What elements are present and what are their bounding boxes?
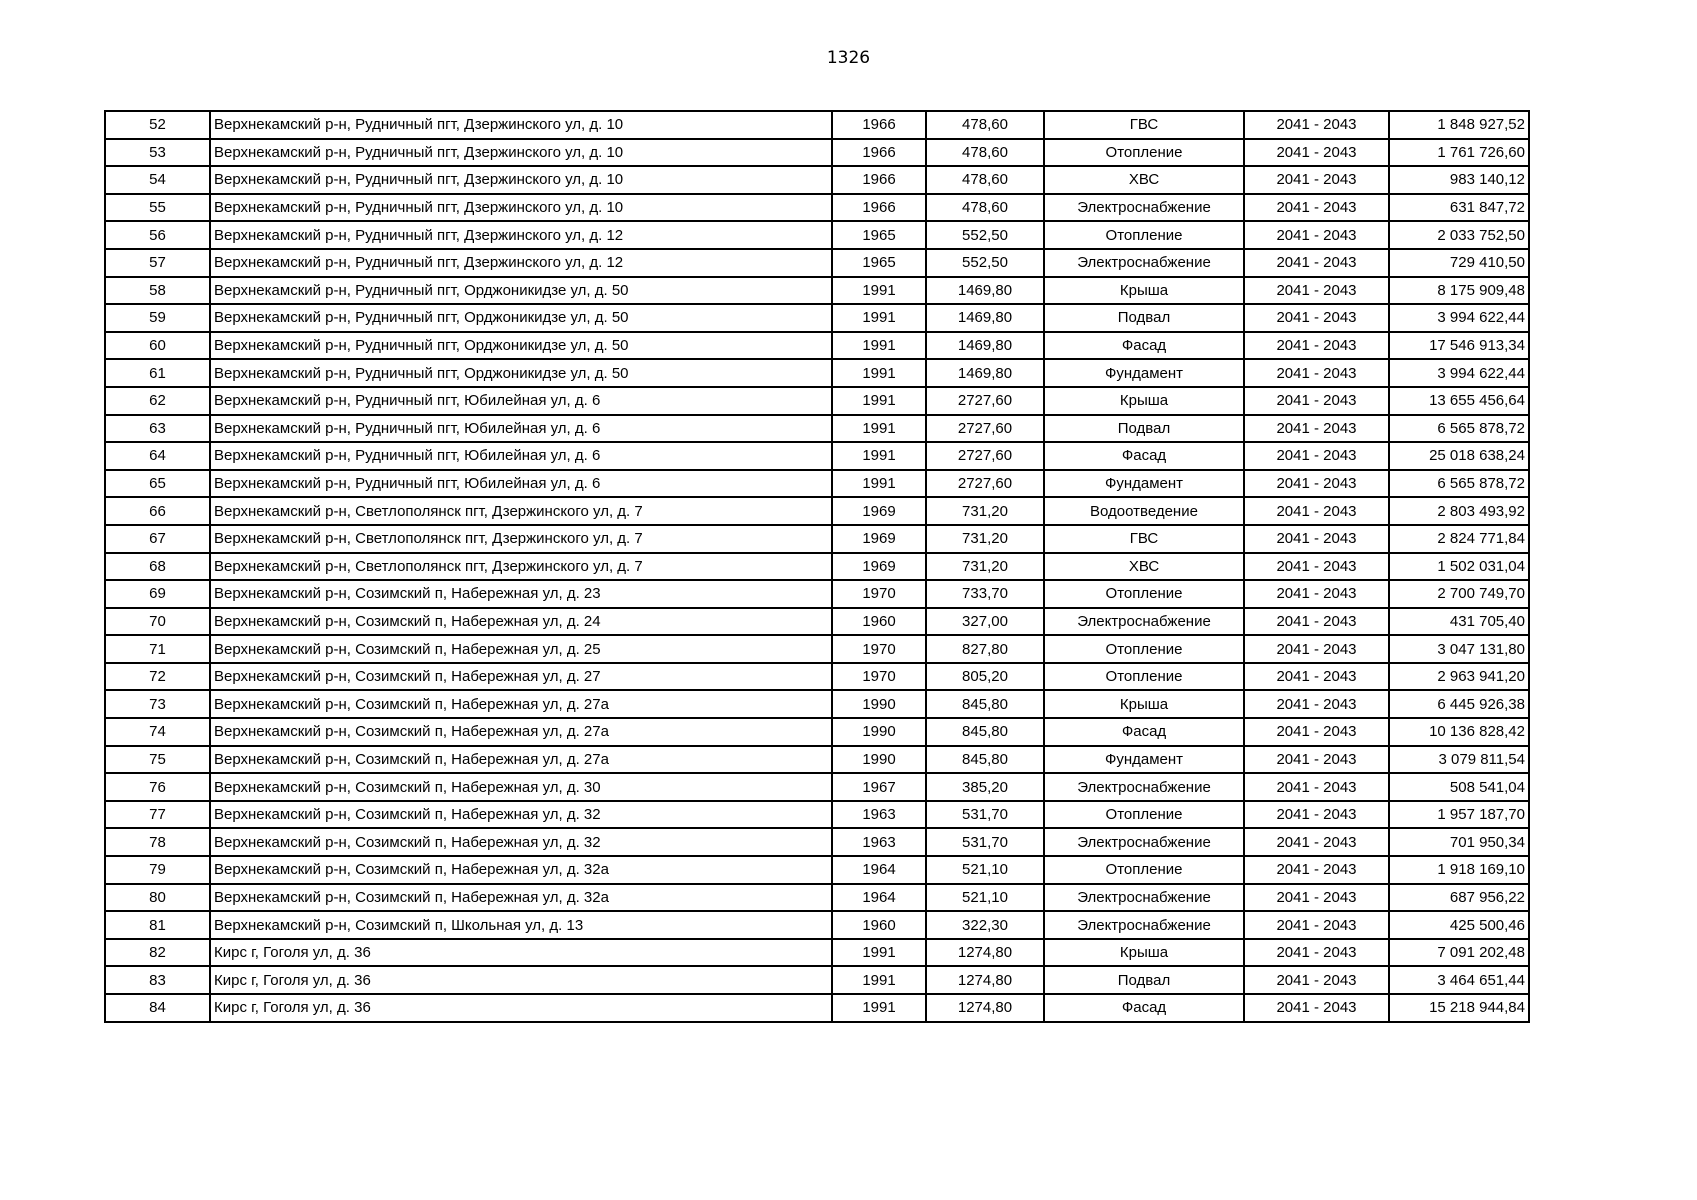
table-row [105, 580, 1529, 608]
cost-cell: 425 500,46 [1389, 911, 1529, 939]
table-row [105, 994, 1529, 1022]
build-year-cell: 1991 [832, 939, 926, 967]
area-cell: 521,10 [926, 884, 1044, 912]
work-type-cell: ГВС [1044, 111, 1244, 139]
cost-cell: 7 091 202,48 [1389, 939, 1529, 967]
build-year-cell: 1966 [832, 111, 926, 139]
work-type-cell: Электроснабжение [1044, 828, 1244, 856]
cost-cell: 25 018 638,24 [1389, 442, 1529, 470]
work-type-cell: Подвал [1044, 304, 1244, 332]
area-cell: 733,70 [926, 580, 1044, 608]
table-row [105, 387, 1529, 415]
cost-cell: 6 445 926,38 [1389, 690, 1529, 718]
address-cell: Верхнекамский р-н, Светлополянск пгт, Дзержинского ул, д. 7 [210, 497, 832, 525]
row-number-cell: 84 [105, 994, 210, 1022]
cost-cell: 8 175 909,48 [1389, 277, 1529, 305]
address-cell: Верхнекамский р-н, Созимский п, Набережная ул, д. 27а [210, 746, 832, 774]
row-number-cell: 69 [105, 580, 210, 608]
table-row [105, 663, 1529, 691]
period-cell: 2041 - 2043 [1244, 442, 1389, 470]
build-year-cell: 1970 [832, 635, 926, 663]
area-cell: 2727,60 [926, 470, 1044, 498]
build-year-cell: 1991 [832, 994, 926, 1022]
row-number-cell: 65 [105, 470, 210, 498]
area-cell: 478,60 [926, 139, 1044, 167]
period-cell: 2041 - 2043 [1244, 304, 1389, 332]
address-cell: Верхнекамский р-н, Рудничный пгт, Дзержинского ул, д. 12 [210, 221, 832, 249]
address-cell: Верхнекамский р-н, Рудничный пгт, Орджоникидзе ул, д. 50 [210, 277, 832, 305]
table-row [105, 470, 1529, 498]
cost-cell: 701 950,34 [1389, 828, 1529, 856]
table-row [105, 635, 1529, 663]
address-cell: Верхнекамский р-н, Рудничный пгт, Дзержинского ул, д. 10 [210, 166, 832, 194]
row-number-cell: 70 [105, 608, 210, 636]
build-year-cell: 1991 [832, 304, 926, 332]
build-year-cell: 1990 [832, 690, 926, 718]
row-number-cell: 63 [105, 415, 210, 443]
build-year-cell: 1964 [832, 856, 926, 884]
period-cell: 2041 - 2043 [1244, 994, 1389, 1022]
period-cell: 2041 - 2043 [1244, 966, 1389, 994]
work-type-cell: Крыша [1044, 277, 1244, 305]
work-type-cell: Подвал [1044, 966, 1244, 994]
address-cell: Верхнекамский р-н, Рудничный пгт, Орджоникидзе ул, д. 50 [210, 332, 832, 360]
build-year-cell: 1990 [832, 718, 926, 746]
table-row [105, 801, 1529, 829]
cost-cell: 431 705,40 [1389, 608, 1529, 636]
work-type-cell: Отопление [1044, 635, 1244, 663]
work-type-cell: Подвал [1044, 415, 1244, 443]
page-number: 1326 [826, 48, 871, 68]
cost-cell: 3 994 622,44 [1389, 304, 1529, 332]
table-row [105, 332, 1529, 360]
table-row [105, 497, 1529, 525]
table-row [105, 139, 1529, 167]
build-year-cell: 1969 [832, 553, 926, 581]
cost-cell: 2 700 749,70 [1389, 580, 1529, 608]
period-cell: 2041 - 2043 [1244, 801, 1389, 829]
work-type-cell: Электроснабжение [1044, 608, 1244, 636]
table-row [105, 304, 1529, 332]
row-number-cell: 80 [105, 884, 210, 912]
area-cell: 1469,80 [926, 304, 1044, 332]
table-row [105, 773, 1529, 801]
work-type-cell: Фасад [1044, 442, 1244, 470]
build-year-cell: 1969 [832, 525, 926, 553]
work-type-cell: Отопление [1044, 663, 1244, 691]
period-cell: 2041 - 2043 [1244, 773, 1389, 801]
cost-cell: 6 565 878,72 [1389, 415, 1529, 443]
address-cell: Верхнекамский р-н, Созимский п, Набережная ул, д. 25 [210, 635, 832, 663]
area-cell: 1274,80 [926, 994, 1044, 1022]
build-year-cell: 1966 [832, 139, 926, 167]
area-cell: 845,80 [926, 690, 1044, 718]
table-row [105, 166, 1529, 194]
area-cell: 552,50 [926, 249, 1044, 277]
row-number-cell: 56 [105, 221, 210, 249]
work-type-cell: Водоотведение [1044, 497, 1244, 525]
address-cell: Верхнекамский р-н, Созимский п, Набережная ул, д. 32а [210, 884, 832, 912]
address-cell: Верхнекамский р-н, Рудничный пгт, Дзержинского ул, д. 10 [210, 111, 832, 139]
build-year-cell: 1991 [832, 442, 926, 470]
row-number-cell: 75 [105, 746, 210, 774]
cost-cell: 3 994 622,44 [1389, 359, 1529, 387]
build-year-cell: 1970 [832, 580, 926, 608]
work-type-cell: Крыша [1044, 387, 1244, 415]
row-number-cell: 55 [105, 194, 210, 222]
period-cell: 2041 - 2043 [1244, 911, 1389, 939]
address-cell: Верхнекамский р-н, Светлополянск пгт, Дзержинского ул, д. 7 [210, 553, 832, 581]
work-type-cell: Отопление [1044, 856, 1244, 884]
address-cell: Верхнекамский р-н, Рудничный пгт, Дзержинского ул, д. 10 [210, 194, 832, 222]
address-cell: Верхнекамский р-н, Рудничный пгт, Орджоникидзе ул, д. 50 [210, 304, 832, 332]
build-year-cell: 1991 [832, 966, 926, 994]
address-cell: Верхнекамский р-н, Рудничный пгт, Юбилейная ул, д. 6 [210, 442, 832, 470]
work-type-cell: Крыша [1044, 690, 1244, 718]
work-type-cell: Фасад [1044, 994, 1244, 1022]
table-row [105, 111, 1529, 139]
area-cell: 2727,60 [926, 415, 1044, 443]
table-row [105, 966, 1529, 994]
area-cell: 805,20 [926, 663, 1044, 691]
work-type-cell: Отопление [1044, 801, 1244, 829]
build-year-cell: 1991 [832, 415, 926, 443]
work-type-cell: Фундамент [1044, 359, 1244, 387]
work-type-cell: Фундамент [1044, 470, 1244, 498]
row-number-cell: 74 [105, 718, 210, 746]
address-cell: Верхнекамский р-н, Созимский п, Набережная ул, д. 32а [210, 856, 832, 884]
address-cell: Верхнекамский р-н, Созимский п, Набережная ул, д. 27а [210, 718, 832, 746]
area-cell: 531,70 [926, 801, 1044, 829]
period-cell: 2041 - 2043 [1244, 608, 1389, 636]
address-cell: Верхнекамский р-н, Созимский п, Набережная ул, д. 27 [210, 663, 832, 691]
area-cell: 1469,80 [926, 332, 1044, 360]
cost-cell: 1 918 169,10 [1389, 856, 1529, 884]
table-row [105, 939, 1529, 967]
period-cell: 2041 - 2043 [1244, 856, 1389, 884]
cost-cell: 631 847,72 [1389, 194, 1529, 222]
row-number-cell: 66 [105, 497, 210, 525]
row-number-cell: 62 [105, 387, 210, 415]
period-cell: 2041 - 2043 [1244, 111, 1389, 139]
period-cell: 2041 - 2043 [1244, 415, 1389, 443]
cost-cell: 1 502 031,04 [1389, 553, 1529, 581]
cost-cell: 1 848 927,52 [1389, 111, 1529, 139]
build-year-cell: 1960 [832, 608, 926, 636]
area-cell: 478,60 [926, 194, 1044, 222]
row-number-cell: 82 [105, 939, 210, 967]
address-cell: Верхнекамский р-н, Рудничный пгт, Орджоникидзе ул, д. 50 [210, 359, 832, 387]
cost-cell: 10 136 828,42 [1389, 718, 1529, 746]
row-number-cell: 61 [105, 359, 210, 387]
work-type-cell: Электроснабжение [1044, 773, 1244, 801]
area-cell: 2727,60 [926, 387, 1044, 415]
area-cell: 1469,80 [926, 359, 1044, 387]
work-type-cell: Отопление [1044, 139, 1244, 167]
row-number-cell: 64 [105, 442, 210, 470]
row-number-cell: 52 [105, 111, 210, 139]
cost-cell: 2 033 752,50 [1389, 221, 1529, 249]
address-cell: Кирс г, Гоголя ул, д. 36 [210, 939, 832, 967]
row-number-cell: 58 [105, 277, 210, 305]
area-cell: 845,80 [926, 718, 1044, 746]
table-row [105, 221, 1529, 249]
work-type-cell: ГВС [1044, 525, 1244, 553]
cost-cell: 1 761 726,60 [1389, 139, 1529, 167]
area-cell: 827,80 [926, 635, 1044, 663]
address-cell: Кирс г, Гоголя ул, д. 36 [210, 994, 832, 1022]
address-cell: Верхнекамский р-н, Созимский п, Набережная ул, д. 30 [210, 773, 832, 801]
area-cell: 385,20 [926, 773, 1044, 801]
table-row [105, 608, 1529, 636]
table-row [105, 553, 1529, 581]
table-row [105, 359, 1529, 387]
row-number-cell: 79 [105, 856, 210, 884]
row-number-cell: 53 [105, 139, 210, 167]
build-year-cell: 1965 [832, 249, 926, 277]
row-number-cell: 59 [105, 304, 210, 332]
area-cell: 521,10 [926, 856, 1044, 884]
address-cell: Верхнекамский р-н, Светлополянск пгт, Дзержинского ул, д. 7 [210, 525, 832, 553]
row-number-cell: 68 [105, 553, 210, 581]
area-cell: 327,00 [926, 608, 1044, 636]
area-cell: 1274,80 [926, 939, 1044, 967]
address-cell: Верхнекамский р-н, Созимский п, Набережная ул, д. 32 [210, 801, 832, 829]
cost-cell: 13 655 456,64 [1389, 387, 1529, 415]
period-cell: 2041 - 2043 [1244, 663, 1389, 691]
table-row [105, 525, 1529, 553]
cost-cell: 508 541,04 [1389, 773, 1529, 801]
cost-cell: 15 218 944,84 [1389, 994, 1529, 1022]
address-cell: Верхнекамский р-н, Рудничный пгт, Юбилейная ул, д. 6 [210, 415, 832, 443]
address-cell: Верхнекамский р-н, Созимский п, Набережная ул, д. 24 [210, 608, 832, 636]
address-cell: Верхнекамский р-н, Созимский п, Набережная ул, д. 23 [210, 580, 832, 608]
period-cell: 2041 - 2043 [1244, 359, 1389, 387]
period-cell: 2041 - 2043 [1244, 387, 1389, 415]
cost-cell: 3 079 811,54 [1389, 746, 1529, 774]
cost-cell: 2 963 941,20 [1389, 663, 1529, 691]
work-type-cell: ХВС [1044, 166, 1244, 194]
address-cell: Верхнекамский р-н, Созимский п, Набережная ул, д. 32 [210, 828, 832, 856]
row-number-cell: 76 [105, 773, 210, 801]
table-row [105, 194, 1529, 222]
period-cell: 2041 - 2043 [1244, 580, 1389, 608]
cost-cell: 2 824 771,84 [1389, 525, 1529, 553]
period-cell: 2041 - 2043 [1244, 249, 1389, 277]
area-cell: 1274,80 [926, 966, 1044, 994]
row-number-cell: 57 [105, 249, 210, 277]
work-type-cell: Электроснабжение [1044, 194, 1244, 222]
table-row [105, 828, 1529, 856]
area-cell: 845,80 [926, 746, 1044, 774]
period-cell: 2041 - 2043 [1244, 166, 1389, 194]
area-cell: 552,50 [926, 221, 1044, 249]
address-cell: Верхнекамский р-н, Рудничный пгт, Юбилейная ул, д. 6 [210, 387, 832, 415]
table-row [105, 442, 1529, 470]
build-year-cell: 1963 [832, 828, 926, 856]
build-year-cell: 1966 [832, 194, 926, 222]
work-type-cell: Фасад [1044, 718, 1244, 746]
period-cell: 2041 - 2043 [1244, 497, 1389, 525]
build-year-cell: 1966 [832, 166, 926, 194]
build-year-cell: 1991 [832, 387, 926, 415]
period-cell: 2041 - 2043 [1244, 525, 1389, 553]
table-row [105, 718, 1529, 746]
address-cell: Верхнекамский р-н, Рудничный пгт, Дзержинского ул, д. 10 [210, 139, 832, 167]
build-year-cell: 1965 [832, 221, 926, 249]
build-year-cell: 1990 [832, 746, 926, 774]
address-cell: Верхнекамский р-н, Рудничный пгт, Юбилейная ул, д. 6 [210, 470, 832, 498]
area-cell: 731,20 [926, 553, 1044, 581]
build-year-cell: 1964 [832, 884, 926, 912]
period-cell: 2041 - 2043 [1244, 635, 1389, 663]
work-type-cell: Крыша [1044, 939, 1244, 967]
period-cell: 2041 - 2043 [1244, 277, 1389, 305]
work-type-cell: Отопление [1044, 221, 1244, 249]
table-body [105, 111, 1529, 1022]
area-cell: 478,60 [926, 111, 1044, 139]
work-type-cell: Электроснабжение [1044, 249, 1244, 277]
work-type-cell: Фундамент [1044, 746, 1244, 774]
row-number-cell: 67 [105, 525, 210, 553]
row-number-cell: 78 [105, 828, 210, 856]
period-cell: 2041 - 2043 [1244, 221, 1389, 249]
cost-cell: 729 410,50 [1389, 249, 1529, 277]
period-cell: 2041 - 2043 [1244, 939, 1389, 967]
table-row [105, 884, 1529, 912]
period-cell: 2041 - 2043 [1244, 884, 1389, 912]
build-year-cell: 1969 [832, 497, 926, 525]
period-cell: 2041 - 2043 [1244, 332, 1389, 360]
cost-cell: 983 140,12 [1389, 166, 1529, 194]
cost-cell: 17 546 913,34 [1389, 332, 1529, 360]
work-type-cell: Электроснабжение [1044, 911, 1244, 939]
row-number-cell: 71 [105, 635, 210, 663]
table-row [105, 746, 1529, 774]
table-row [105, 856, 1529, 884]
build-year-cell: 1960 [832, 911, 926, 939]
row-number-cell: 77 [105, 801, 210, 829]
table-row [105, 249, 1529, 277]
row-number-cell: 81 [105, 911, 210, 939]
period-cell: 2041 - 2043 [1244, 553, 1389, 581]
area-cell: 2727,60 [926, 442, 1044, 470]
row-number-cell: 83 [105, 966, 210, 994]
period-cell: 2041 - 2043 [1244, 690, 1389, 718]
address-cell: Верхнекамский р-н, Созимский п, Набережная ул, д. 27а [210, 690, 832, 718]
cost-cell: 3 047 131,80 [1389, 635, 1529, 663]
repair-schedule-table [104, 110, 1530, 1023]
period-cell: 2041 - 2043 [1244, 828, 1389, 856]
build-year-cell: 1991 [832, 359, 926, 387]
build-year-cell: 1991 [832, 277, 926, 305]
cost-cell: 687 956,22 [1389, 884, 1529, 912]
address-cell: Верхнекамский р-н, Рудничный пгт, Дзержинского ул, д. 12 [210, 249, 832, 277]
work-type-cell: ХВС [1044, 553, 1244, 581]
row-number-cell: 73 [105, 690, 210, 718]
work-type-cell: Фасад [1044, 332, 1244, 360]
period-cell: 2041 - 2043 [1244, 718, 1389, 746]
area-cell: 322,30 [926, 911, 1044, 939]
period-cell: 2041 - 2043 [1244, 470, 1389, 498]
build-year-cell: 1991 [832, 332, 926, 360]
area-cell: 531,70 [926, 828, 1044, 856]
build-year-cell: 1963 [832, 801, 926, 829]
row-number-cell: 72 [105, 663, 210, 691]
row-number-cell: 60 [105, 332, 210, 360]
build-year-cell: 1967 [832, 773, 926, 801]
area-cell: 731,20 [926, 497, 1044, 525]
build-year-cell: 1970 [832, 663, 926, 691]
table-row [105, 277, 1529, 305]
address-cell: Кирс г, Гоголя ул, д. 36 [210, 966, 832, 994]
work-type-cell: Отопление [1044, 580, 1244, 608]
area-cell: 478,60 [926, 166, 1044, 194]
table-row [105, 690, 1529, 718]
row-number-cell: 54 [105, 166, 210, 194]
period-cell: 2041 - 2043 [1244, 194, 1389, 222]
address-cell: Верхнекамский р-н, Созимский п, Школьная ул, д. 13 [210, 911, 832, 939]
period-cell: 2041 - 2043 [1244, 746, 1389, 774]
table-row [105, 911, 1529, 939]
cost-cell: 2 803 493,92 [1389, 497, 1529, 525]
build-year-cell: 1991 [832, 470, 926, 498]
area-cell: 1469,80 [926, 277, 1044, 305]
area-cell: 731,20 [926, 525, 1044, 553]
cost-cell: 6 565 878,72 [1389, 470, 1529, 498]
work-type-cell: Электроснабжение [1044, 884, 1244, 912]
period-cell: 2041 - 2043 [1244, 139, 1389, 167]
cost-cell: 3 464 651,44 [1389, 966, 1529, 994]
cost-cell: 1 957 187,70 [1389, 801, 1529, 829]
table-row [105, 415, 1529, 443]
